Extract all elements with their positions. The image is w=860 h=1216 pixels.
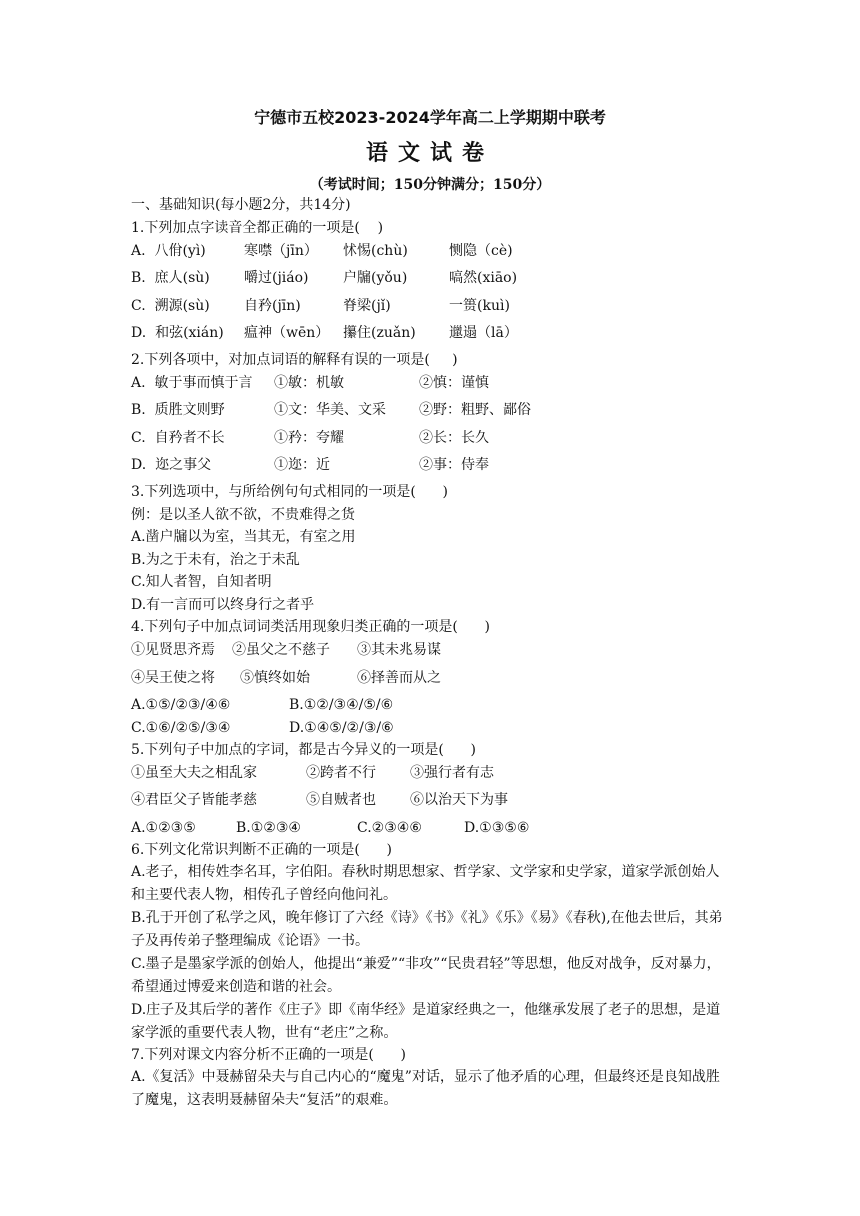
option-cell: 一篑(kuì) (449, 298, 510, 314)
option-cell: 嚼过(jiáo) (244, 270, 309, 286)
option: D.①③⑤⑥ (464, 820, 530, 836)
sentence: ③其未兆易谋 (357, 642, 441, 658)
sentence: ⑥择善而从之 (357, 670, 441, 686)
option: B.①②③④ (236, 820, 301, 836)
sentence: ⑤自贼者也 (306, 792, 376, 808)
sentence: ⑤慎终如始 (240, 670, 310, 686)
question-6-option-a: A.老子，相传姓李名耳，字伯阳。春秋时期思想家、哲学家、文学家和史学家，道家学派创始人和主要代表人物，相传孔子曾经向他问礼。 (131, 864, 720, 903)
question-7-option-a: A.《复活》中聂赫留朵夫与自己内心的“魔鬼”对话，显示了他矛盾的心理，但最终还是良知战胜了魔鬼，这表明聂赫留朵夫“复活”的艰难。 (131, 1069, 720, 1108)
option-cell: ①文：华美、文采 (274, 402, 386, 418)
option-cell: C. 溯源(sù) (131, 298, 210, 314)
option-cell: 嗃然(xiāo) (449, 270, 518, 286)
option-cell: 脊梁(jǐ) (343, 298, 391, 314)
sentence: ③强行者有志 (410, 765, 494, 781)
sentence: ④君臣父子皆能孝慈 (131, 792, 257, 808)
option-cell: A. 敏于事而慎于言 (131, 375, 253, 391)
option-cell: B. 质胜文则野 (131, 402, 225, 418)
option-cell: ①敏：机敏 (274, 375, 344, 391)
option-cell: 恻隐（cè) (449, 243, 513, 259)
question-3-option-a: A.凿户牖以为室，当其无，有室之用 (131, 529, 356, 545)
sentence: ①虽至大夫之相乱家 (131, 765, 257, 781)
option-cell: D. 迩之事父 (131, 457, 212, 473)
option-cell: D. 和弦(xián) (131, 325, 224, 341)
option-cell: 邋遢（lā） (449, 325, 518, 341)
option: C.①⑥/②⑤/③④ (131, 720, 231, 736)
option-cell: 自矜(jīn) (244, 298, 301, 314)
exam-info: （考试时间；150分钟满分；150分） (309, 177, 551, 193)
option-cell: 寒噤（jīn） (244, 243, 318, 259)
question-3-stem: 3.下列选项中，与所给例句句式相同的一项是( ) (131, 484, 448, 500)
sentence: ⑥以治天下为事 (410, 792, 508, 808)
option-cell: 攥住(zuǎn) (343, 325, 416, 341)
option-cell: 瘟神（wēn） (244, 325, 330, 341)
option: A.①⑤/②③/④⑥ (131, 697, 231, 713)
option-cell: C. 自矜者不长 (131, 430, 225, 446)
question-5-stem: 5.下列句子中加点的字词，都是古今异义的一项是( ) (131, 742, 476, 758)
question-6-option-c: C.墨子是墨家学派的创始人，他提出“兼爱”“非攻”“民贵君轻”等思想，他反对战争，反对暴力，希望通过博爱来创造和谐的社会。 (131, 956, 721, 995)
question-2-stem: 2.下列各项中，对加点词语的解释有误的一项是( ) (131, 352, 458, 368)
sentence: ②虽父之不慈子 (232, 642, 330, 658)
subject-title: 语文试卷 (365, 141, 494, 166)
question-7-stem: 7.下列对课文内容分析不正确的一项是( ) (131, 1047, 406, 1063)
option-cell: ②长：长久 (419, 430, 489, 446)
section-heading: 一、基础知识(每小题2分，共14分) (131, 197, 351, 213)
question-6-option-d: D.庄子及其后学的著作《庄子》即《南华经》是道家经典之一，他继承发展了老子的思想，是道家学派的重要代表人物，世有“老庄”之称。 (131, 1002, 721, 1041)
sentence: ①见贤思齐焉 (131, 642, 215, 658)
option-cell: ①迩：近 (274, 457, 330, 473)
option-cell: ②慎：谨慎 (419, 375, 489, 391)
question-6-option-b: B.孔于开创了私学之风，晚年修订了六经《诗》《书》《礼》《乐》《易》《春秋),在他去世后，其弟子及再传弟子整理编成《论语》一书。 (131, 910, 723, 949)
sentence: ②跨者不行 (306, 765, 376, 781)
question-1-stem: 1.下列加点字读音全都正确的一项是( ) (131, 220, 384, 236)
option-cell: ②事：侍奉 (419, 457, 489, 473)
option: C.②③④⑥ (357, 820, 422, 836)
question-3-option-b: B.为之于未有，治之于未乱 (131, 552, 300, 568)
option-cell: 怵惕(chù) (343, 243, 408, 259)
question-6-stem: 6.下列文化常识判断不正确的一项是( ) (131, 842, 392, 858)
sentence: ④吴王使之将 (131, 670, 215, 686)
question-3-example: 例：是以圣人欲不欲，不贵难得之货 (131, 507, 355, 523)
question-3-option-c: C.知人者智，自知者明 (131, 574, 272, 590)
question-4-stem: 4.下列句子中加点词词类活用现象归类正确的一项是( ) (131, 619, 490, 635)
option: B.①②/③④/⑤/⑥ (289, 697, 394, 713)
question-3-option-d: D.有一言而可以终身行之者乎 (131, 597, 315, 613)
option: D.①④⑤/②/③/⑥ (289, 720, 394, 736)
option-cell: 户牖(yǒu) (343, 270, 408, 286)
option: A.①②③⑤ (131, 820, 196, 836)
option-cell: ②野：粗野、鄙俗 (419, 402, 531, 418)
exam-title: 宁德市五校2023-2024学年高二上学期期中联考 (254, 108, 606, 127)
option-cell: A. 八佾(yì) (131, 243, 206, 259)
option-cell: ①矜：夸耀 (274, 430, 344, 446)
option-cell: B. 庶人(sù) (131, 270, 210, 286)
